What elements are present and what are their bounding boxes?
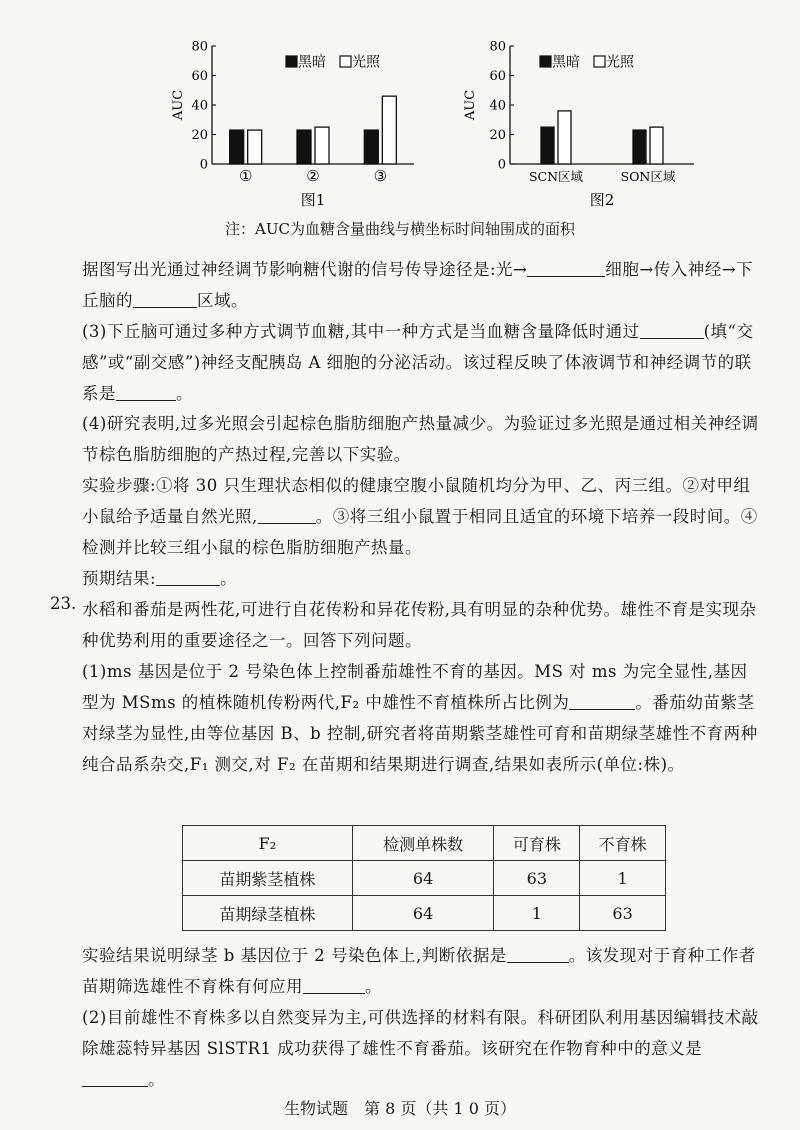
paragraph-q23-conclusion: 实验结果说明绿茎 b 基因位于 2 号染色体上,判断依据是 。该发现对于育种工作者苗期筛选雄性不育株有何应用 。	[82, 946, 756, 996]
page-footer: 生物试题 第 8 页（共 1 0 页）	[284, 1099, 516, 1118]
y-tick-label: 60	[489, 69, 506, 84]
table-row	[183, 896, 666, 931]
table-header-row	[183, 826, 666, 861]
y-tick-label: 0	[497, 157, 506, 173]
x-category-label: SCN区域	[528, 169, 584, 184]
x-category-label: SON区域	[620, 169, 676, 184]
bar-光照	[382, 96, 396, 164]
table-cell: 63	[580, 896, 666, 931]
paragraph-q3: (3)下丘脑可通过多种方式调节血糖,其中一种方式是当血糖含量降低时通过 (填“交感”或“副交感”)神经支配胰岛 A 细胞的分泌活动。该过程反映了体液调节和神经调节的联系是 。	[82, 322, 754, 403]
bar-黑暗	[633, 130, 646, 164]
y-tick-label: 40	[489, 98, 506, 114]
y-tick-label: 0	[199, 157, 208, 173]
y-tick-label: 20	[489, 128, 506, 143]
y-tick-label: 80	[489, 39, 506, 55]
question-number-23: 23.	[50, 594, 77, 613]
y-tick-label: 80	[191, 39, 208, 55]
x-category-label: ①	[238, 167, 253, 185]
answer-blank[interactable]	[258, 505, 316, 524]
table-header: 不育株	[580, 826, 666, 861]
x-category-label: ③	[373, 167, 388, 185]
legend-swatch	[594, 56, 605, 67]
paragraph-q23-intro: 水稻和番茄是两性花,可进行自花传粉和异花传粉,具有明显的杂种优势。雄性不育是实现杂种优势利用的重要途径之一。回答下列问题。	[82, 600, 757, 650]
answer-blank[interactable]	[569, 691, 635, 710]
table-row	[183, 861, 666, 896]
f2-results-table	[182, 825, 666, 931]
chart-note: 注：AUC为血糖含量曲线与横坐标时间轴围成的面积	[225, 220, 575, 238]
paragraph-expected-result: 预期结果: 。	[82, 569, 238, 588]
bar-chart-figure-2	[458, 30, 698, 210]
table-header: 检测单株数	[352, 826, 494, 861]
y-tick-label: 20	[191, 128, 208, 143]
bar-光照	[315, 127, 329, 164]
table-header: 可育株	[494, 826, 580, 861]
table-cell: 苗期绿茎植株	[183, 896, 353, 931]
table-cell: 苗期紫茎植株	[183, 861, 353, 896]
answer-blank[interactable]	[133, 289, 197, 308]
table-cell: 63	[494, 861, 580, 896]
bar-黑暗	[230, 130, 244, 164]
paragraph-signal-pathway: 据图写出光通过神经调节影响糖代谢的信号传导途径是:光→ 细胞→传入神经→下丘脑的 区域。	[82, 260, 754, 310]
legend-label: 光照	[352, 54, 380, 71]
answer-blank[interactable]	[507, 944, 569, 963]
paragraph-q23-1: (1)ms 基因是位于 2 号染色体上控制番茄雄性不育的基因。MS 对 ms 为完全显性,基因型为 MSms 的植株随机传粉两代,F₂ 中雄性不育植株所占比例为 。番茄幼苗紫茎对绿茎为显性,由等位基因 B、b 控制,研究者将苗期紫茎雄性可育和苗期绿茎雄性不育两种纯合品系杂交,F₁ 测交,对 F₂ 在苗期和结果期进行调查,结果如表所示(单位:株)。	[82, 662, 758, 774]
table-cell: 1	[494, 896, 580, 931]
table-header: F₂	[183, 826, 353, 861]
table-cell: 1	[580, 861, 666, 896]
paragraph-experiment-steps: 实验步骤:①将 30 只生理状态相似的健康空腹小鼠随机均分为甲、乙、丙三组。②对甲组小鼠给予适量自然光照, 。③将三组小鼠置于相同且适宜的环境下培养一段时间。④检测并比较三组小鼠的棕色脂肪细胞产热量。	[82, 476, 758, 557]
x-category-label: ②	[306, 167, 320, 185]
bar-光照	[248, 130, 262, 164]
answer-blank[interactable]	[82, 1068, 148, 1087]
legend-swatch	[540, 56, 551, 67]
y-tick-label: 40	[191, 98, 208, 114]
table-cell: 64	[352, 861, 494, 896]
bar-光照	[558, 111, 571, 164]
paragraph-q4: (4)研究表明,过多光照会引起棕色脂肪细胞产热量减少。为验证过多光照是通过相关神经调节棕色脂肪细胞的产热过程,完善以下实验。	[82, 414, 759, 464]
legend-label: 黑暗	[552, 54, 580, 71]
y-axis-label: AUC	[463, 89, 478, 121]
answer-blank[interactable]	[303, 975, 365, 994]
figure-caption: 图1	[300, 191, 326, 209]
table-cell: 64	[352, 896, 494, 931]
bar-黑暗	[297, 130, 311, 164]
paragraph-q23-2: (2)目前雄性不育株多以自然变异为主,可供选择的材料有限。科研团队利用基因编辑技术敲除雄蕊特异基因 SlSTR1 成功获得了雄性不育番茄。该研究在作物育种中的意义是。	[82, 1008, 759, 1089]
bar-光照	[650, 127, 663, 164]
legend-label: 黑暗	[298, 54, 326, 71]
bar-chart-figure-1	[168, 30, 418, 210]
y-tick-label: 60	[191, 69, 208, 84]
y-axis-label: AUC	[171, 89, 186, 121]
answer-blank[interactable]	[116, 382, 176, 401]
legend-swatch	[286, 56, 297, 67]
legend-swatch	[340, 56, 351, 67]
answer-blank[interactable]	[156, 567, 220, 586]
figure-caption: 图2	[589, 191, 615, 209]
bar-黑暗	[364, 130, 378, 164]
answer-blank[interactable]	[527, 258, 605, 277]
legend-label: 光照	[606, 54, 634, 71]
answer-blank[interactable]	[640, 320, 704, 339]
bar-黑暗	[541, 127, 554, 164]
